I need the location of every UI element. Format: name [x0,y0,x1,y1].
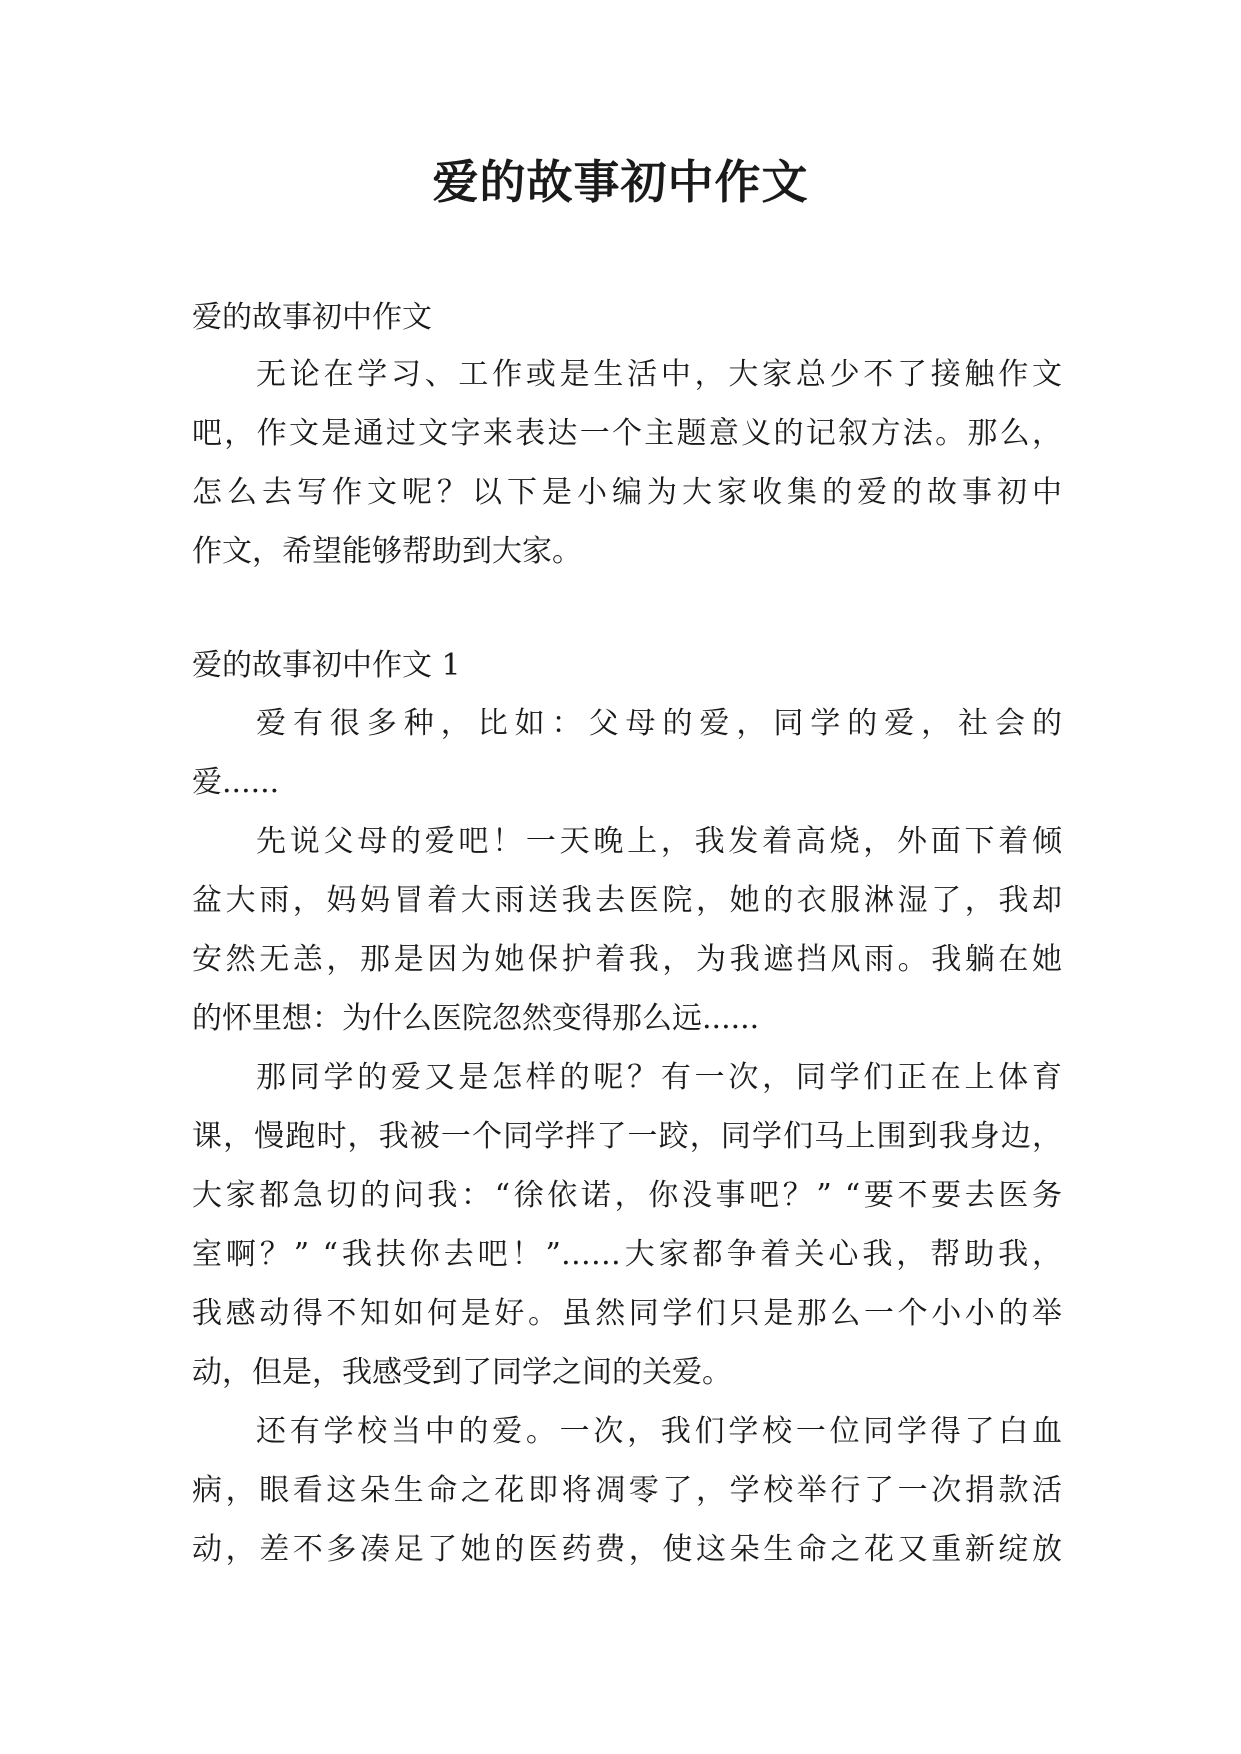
subtitle-line: 爱的故事初中作文 [192,300,432,335]
document-title: 爱的故事初中作文 [432,155,809,209]
paragraph-line: 那同学的爱又是怎样的呢？有一次，同学们正在上体育 [256,1060,1062,1095]
paragraph-line: 课，慢跑时，我被一个同学拌了一跤，同学们马上围到我身边， [192,1119,1062,1154]
paragraph-line: 动，差不多凑足了她的医药费，使这朵生命之花又重新绽放 [192,1532,1062,1567]
paragraph-line: 病，眼看这朵生命之花即将凋零了，学校举行了一次捐款活 [192,1473,1062,1508]
paragraph-line: 安然无恙，那是因为她保护着我，为我遮挡风雨。我躺在她 [192,942,1062,977]
paragraph-line: 无论在学习、工作或是生活中，大家总少不了接触作文 [256,357,1062,392]
paragraph-line: 爱...... [192,765,280,800]
paragraph-line: 先说父母的爱吧！一天晚上，我发着高烧，外面下着倾 [256,824,1062,859]
section-heading: 爱的故事初中作文 1 [192,648,461,683]
paragraph-line: 室啊？” “我扶你去吧！”……大家都争着关心我，帮助我， [192,1237,1062,1272]
paragraph-line: 怎么去写作文呢？以下是小编为大家收集的爱的故事初中 [192,475,1062,510]
paragraph-line: 爱有很多种，比如：父母的爱，同学的爱，社会的 [256,706,1062,741]
paragraph-line: 作文，希望能够帮助到大家。 [192,534,582,569]
paragraph-line: 吧，作文是通过文字来表达一个主题意义的记叙方法。那么， [192,416,1062,451]
paragraph-line: 盆大雨，妈妈冒着大雨送我去医院，她的衣服淋湿了，我却 [192,883,1062,918]
paragraph-line: 大家都急切的问我：“徐依诺，你没事吧？” “要不要去医务 [192,1178,1062,1213]
paragraph-line: 我感动得不知如何是好。虽然同学们只是那么一个小小的举 [192,1296,1062,1331]
paragraph-line: 动，但是，我感受到了同学之间的关爱。 [192,1355,732,1390]
paragraph-line: 还有学校当中的爱。一次，我们学校一位同学得了白血 [256,1414,1062,1449]
paragraph-line: 的怀里想：为什么医院忽然变得那么远...... [192,1001,760,1036]
